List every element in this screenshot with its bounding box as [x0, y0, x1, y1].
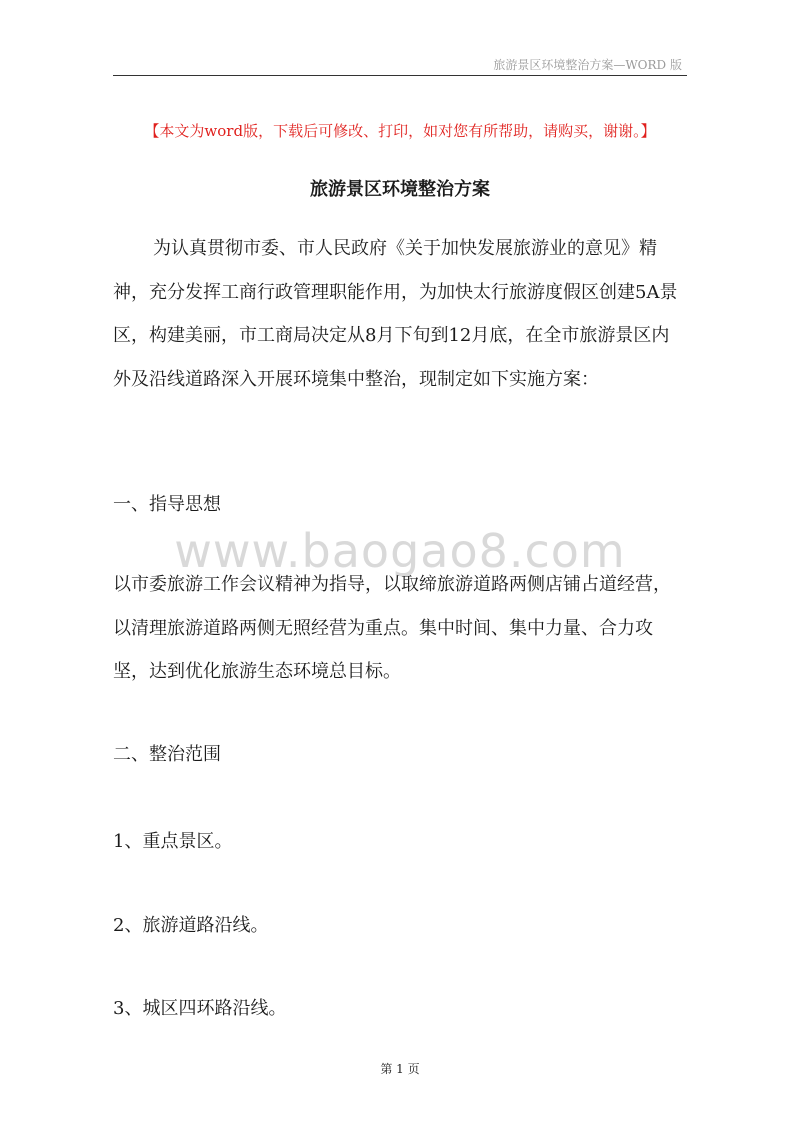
scope-item-2: 2、旅游道路沿线。 — [113, 915, 269, 936]
page-number: 第 1 页 — [380, 1062, 420, 1076]
header-rule — [113, 75, 687, 76]
running-header: 旅游景区环境整治方案—WORD 版 — [493, 58, 682, 72]
watermark: www.baogao8.com — [174, 524, 626, 578]
section-heading-guide: 一、指导思想 — [113, 494, 221, 515]
guide-paragraph: 以市委旅游工作会议精神为指导，以取缔旅游道路两侧店铺占道经营，以清理旅游道路两侧无照经营为重点。集中时间、集中力量、合力攻坚，达到优化旅游生态环境总目标。 — [113, 574, 671, 682]
scope-item-1: 1、重点景区。 — [113, 831, 233, 852]
purchase-notice: 【本文为word版，下载后可修改、打印，如对您有所帮助，请购买，谢谢。】 — [144, 122, 656, 140]
section-heading-scope: 二、整治范围 — [113, 744, 221, 765]
scope-item-3: 3、城区四环路沿线。 — [113, 998, 287, 1019]
document-title: 旅游景区环境整治方案 — [310, 179, 490, 200]
intro-paragraph: 为认真贯彻市委、市人民政府《关于加快发展旅游业的意见》精神，充分发挥工商行政管理职能作用，为加快太行旅游度假区创建5A景区，构建美丽，市工商局决定从8月下旬到12月底，在全市旅游景区内外及沿线道路深入开展环境集中整治，现制定如下实施方案： — [113, 238, 678, 390]
